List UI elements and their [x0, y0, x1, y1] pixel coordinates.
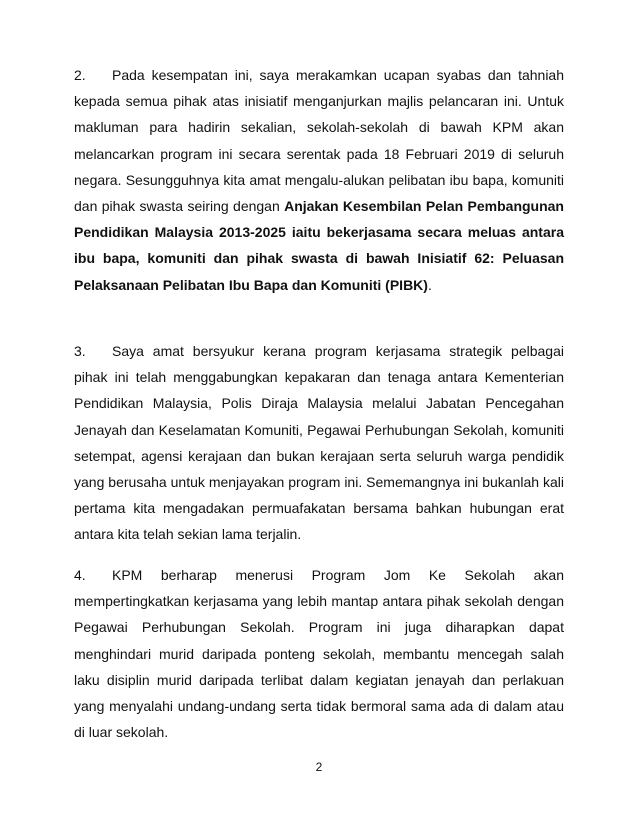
paragraph-4	[74, 562, 564, 745]
paragraph-text-end: .	[427, 276, 432, 293]
paragraph-3	[74, 338, 564, 548]
paragraph-bold-text: Anjakan Kesembilan Pelan Pembangunan Pendidikan Malaysia 2013-2025 iaitu bekerjasama secara meluas antara ibu bapa, komuniti dan pihak swasta di bawah Inisiatif 62: Peluasan Pelaksanaan Pelibatan Ibu Bapa dan Komuniti (PIBK)	[74, 198, 564, 293]
paragraph-text: Saya amat bersyukur kerana program kerjasama strategik pelbagai pihak ini telah menggabungkan kepakaran dan tenaga antara Kementerian Pendidikan Malaysia, Polis Diraja Malaysia melalui Jabatan Pencegahan Jenayah dan Keselamatan Komuniti, Pegawai Perhubungan Sekolah, komuniti setempat, agensi kerajaan dan bukan kerajaan serta seluruh warga pendidik yang berusaha untuk menjayakan program ini. Sememangnya ini bukanlah kali pertama kita mengadakan permuafakatan bersama bahkan hubungan erat antara kita telah sekian lama terjalin.	[74, 343, 564, 543]
page-number: 2	[315, 760, 323, 774]
paragraph-text: Pada kesempatan ini, saya merakamkan ucapan syabas dan tahniah kepada semua pihak atas inisiatif menganjurkan majlis pelancaran ini. Untuk makluman para hadirin sekalian, sekolah-sekolah di bawah KPM akan melancarkan program ini secara serentak pada 18 Februari 2019 di seluruh negara. Sesungguhnya kita amat mengalu-alukan pelibatan ibu bapa, komuniti dan pihak swasta seiring dengan	[74, 67, 564, 215]
paragraph-number: 2.	[74, 67, 86, 83]
paragraph-2	[74, 62, 564, 298]
paragraph-number: 3.	[74, 343, 86, 359]
paragraph-number: 4.	[74, 567, 86, 583]
paragraph-text: KPM berharap menerusi Program Jom Ke Sekolah akan mempertingkatkan kerjasama yang lebih mantap antara pihak sekolah dengan Pegawai Perhubungan Sekolah. Program ini juga diharapkan dapat menghindari murid daripada ponteng sekolah, membantu mencegah salah laku disiplin murid daripada terlibat dalam kegiatan jenayah dan perlakuan yang menyalahi undang-undang serta tidak bermoral sama ada di dalam atau di luar sekolah.	[74, 567, 564, 741]
